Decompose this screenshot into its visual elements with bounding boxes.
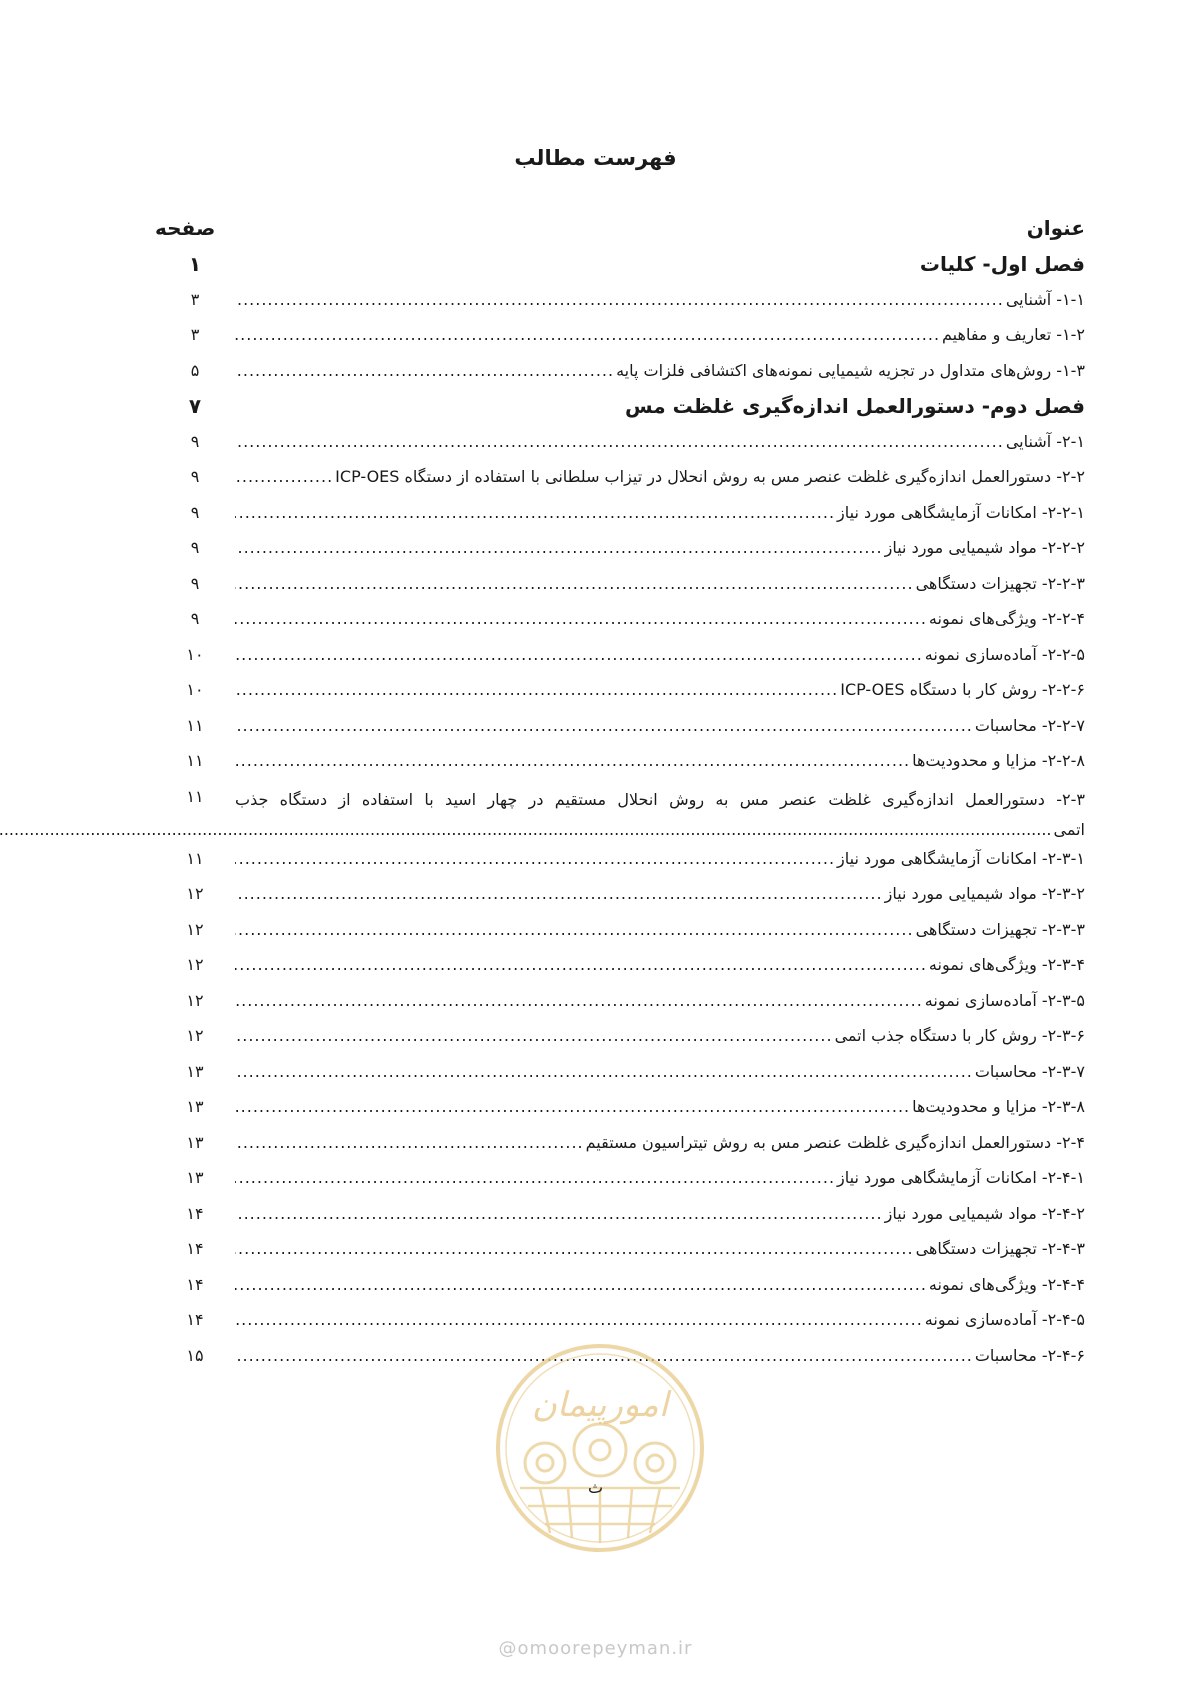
dot-leader [235, 680, 838, 699]
dot-leader [235, 1062, 973, 1081]
toc-page-number: ۱ [188, 252, 202, 276]
toc-entry [235, 680, 1085, 699]
toc-row [155, 1129, 1085, 1165]
toc-entry-text: ۲-۴-۱- امکانات آزمایشگاهی مورد نیاز [837, 1168, 1085, 1187]
toc-entry [235, 991, 1085, 1010]
dot-leader [235, 361, 614, 380]
toc-page-number: ۱۲ [186, 955, 204, 974]
dot-leader [235, 849, 835, 868]
dot-leader [235, 716, 973, 735]
toc-entry [235, 361, 1085, 380]
toc-page-number: ۹ [190, 609, 200, 628]
toc-entry-text: ۲-۳-۵- آماده‌سازی نمونه [924, 990, 1085, 1010]
toc-row [155, 747, 1085, 783]
dot-leader [235, 503, 835, 522]
toc-entry [235, 1275, 1085, 1294]
toc-entry [235, 884, 1085, 903]
toc-entry-text: ۲-۲-۷- محاسبات [974, 715, 1085, 735]
seal-watermark-icon [490, 1338, 710, 1558]
toc-entry-text: فصل اول- کلیات [919, 252, 1085, 276]
dot-leader [235, 1275, 927, 1294]
toc-page-number: ۱۱ [186, 786, 204, 806]
toc-page-number: ۵ [190, 360, 200, 380]
toc-entry [235, 1168, 1085, 1187]
toc-page-number: ۹ [190, 573, 200, 593]
toc-page-number: ۱۴ [186, 1203, 204, 1223]
toc-entry [235, 1133, 1085, 1152]
toc-entry [235, 1204, 1085, 1223]
dot-leader [235, 955, 927, 974]
toc-entry [235, 538, 1085, 557]
dot-leader [235, 1310, 923, 1329]
toc-row [155, 1271, 1085, 1307]
dot-leader [235, 467, 333, 486]
toc-row [155, 605, 1085, 641]
dot-leader [235, 1204, 883, 1223]
toc-row [155, 1306, 1085, 1342]
toc-entry-text: ۲-۳-۲- مواد شیمیایی مورد نیاز [884, 884, 1085, 903]
seal-text: امورپیمان [531, 1385, 669, 1425]
toc-page-number: ۹ [190, 467, 200, 486]
toc-entry [235, 290, 1085, 309]
toc-row [155, 534, 1085, 570]
toc-chapter-row [155, 250, 1085, 286]
toc-entry [235, 432, 1085, 451]
toc-page-number: ۱۱ [186, 751, 204, 770]
toc-entry-text: ۲-۲-۶- روش کار با دستگاه ICP-OES [840, 680, 1085, 699]
toc-page-number: ۹ [190, 502, 200, 522]
toc-entry [235, 609, 1085, 628]
toc-entry-text: ۲-۴- دستورالعمل اندازه‌گیری غلظت عنصر مس به روش تیتراسیون مستقیم [585, 1132, 1085, 1152]
toc-entry-text: ۲-۳-۴- ویژگی‌های نمونه [928, 955, 1085, 974]
dot-leader [235, 1097, 910, 1116]
dot-leader [235, 290, 1004, 309]
toc-row [155, 1200, 1085, 1236]
toc-row [155, 641, 1085, 677]
toc-entry [235, 849, 1085, 868]
toc-row [155, 499, 1085, 535]
toc-entry-text: ۲-۳-۸- مزایا و محدودیت‌ها [912, 1097, 1085, 1116]
toc-entry-text: ۱-۳- روش‌های متداول در تجزیه شیمیایی نمونه‌های اکتشافی فلزات پایه [616, 360, 1085, 380]
dot-leader [235, 920, 914, 939]
toc-entry-text: ۲-۳-۷- محاسبات [974, 1061, 1085, 1081]
toc-entry-text: ۱-۲- تعاریف و مفاهیم [942, 325, 1085, 344]
toc-entry-text: ۲-۲-۴- ویژگی‌های نمونه [928, 609, 1085, 628]
toc-page-number: ۱۲ [186, 1026, 204, 1045]
toc-page-number: ۱۲ [186, 919, 204, 939]
toc-row [155, 951, 1085, 987]
dot-leader [235, 1168, 835, 1187]
toc-entry-text: ۲-۳-۳- تجهیزات دستگاهی [915, 919, 1085, 939]
dot-leader [235, 645, 923, 664]
toc-entry-text: ۲-۳-۶- روش کار با دستگاه جذب اتمی [834, 1026, 1085, 1045]
toc-row [155, 987, 1085, 1023]
toc-row [155, 676, 1085, 712]
toc-page-number: ۳ [190, 289, 200, 309]
dot-leader [235, 325, 940, 344]
toc-row [155, 286, 1085, 322]
toc-row [155, 1164, 1085, 1200]
toc-chapter-row [155, 392, 1085, 428]
toc-page-number: ۱۱ [186, 848, 204, 868]
toc-entry-text: ۲-۳- دستورالعمل اندازه‌گیری غلظت عنصر مس به روش انحلال مستقیم در چهار اسید با استفاده از دستگاه جذب اتمی [235, 789, 1085, 839]
toc-page-number: ۹ [190, 431, 200, 451]
toc-entry [235, 751, 1085, 770]
toc-entry [235, 325, 1085, 344]
watermark-url: @omoorepeyman.ir [498, 1638, 693, 1659]
toc-entry-text: ۲-۲-۸- مزایا و محدودیت‌ها [912, 751, 1085, 770]
toc-header-page: صفحه [155, 216, 216, 240]
toc-page-number: ۳ [190, 325, 200, 344]
toc-row [155, 880, 1085, 916]
dot-leader [235, 751, 910, 770]
toc-entry [235, 645, 1085, 664]
toc-entry-text: ۲-۲-۳- تجهیزات دستگاهی [915, 573, 1085, 593]
toc-row [155, 1235, 1085, 1271]
toc-page-number: ۱۳ [186, 1168, 204, 1187]
dot-leader [235, 432, 1004, 451]
toc-entry-text: ۲-۴-۲- مواد شیمیایی مورد نیاز [884, 1203, 1085, 1223]
toc-entry [235, 574, 1085, 593]
toc-list [155, 250, 1085, 1377]
toc-row [155, 1022, 1085, 1058]
toc-entry [235, 467, 1085, 486]
toc-row [155, 570, 1085, 606]
dot-leader [235, 538, 883, 557]
dot-leader [235, 574, 914, 593]
toc-header-title: عنوان [1026, 216, 1085, 240]
toc-row [155, 428, 1085, 464]
toc-entry [235, 1310, 1085, 1329]
toc-row [155, 357, 1085, 393]
toc-row [155, 712, 1085, 748]
dot-leader [235, 609, 927, 628]
toc-row [155, 845, 1085, 881]
toc-row [155, 321, 1085, 357]
toc-entry-text: ۲-۴-۵- آماده‌سازی نمونه [924, 1310, 1085, 1329]
toc-entry-text: ۲-۲- دستورالعمل اندازه‌گیری غلظت عنصر مس به روش انحلال در تیزاب سلطانی با استفاده از دستگاه ICP-OES [335, 467, 1085, 486]
toc-row [155, 783, 1085, 845]
dot-leader [235, 1133, 584, 1152]
toc-entry-text: ۲-۳-۱- امکانات آزمایشگاهی مورد نیاز [837, 848, 1085, 868]
toc-page-number: ۱۳ [186, 1061, 204, 1081]
toc-entry-text: ۲-۴-۳- تجهیزات دستگاهی [915, 1239, 1085, 1258]
toc-entry-text: ۱-۱- آشنایی [1005, 289, 1085, 309]
toc-entry-text: فصل دوم- دستورالعمل اندازه‌گیری غلظت مس [625, 394, 1085, 418]
toc-page-number: ۱۴ [186, 1310, 204, 1329]
toc-entry [235, 1062, 1085, 1081]
toc-page-number: ۱۰ [186, 680, 204, 699]
toc-page-number: ۱۳ [186, 1132, 204, 1152]
page-number: ث [587, 1478, 604, 1497]
toc-page-number: ۱۲ [186, 884, 204, 903]
toc-entry-text: ۲-۴-۴- ویژگی‌های نمونه [928, 1274, 1085, 1294]
toc-page-number: ۱۳ [186, 1097, 204, 1116]
toc-page-number: ۱۲ [186, 990, 204, 1010]
toc-entry-text: ۲-۱- آشنایی [1005, 431, 1085, 451]
toc-page-number: ۱۵ [186, 1345, 204, 1365]
toc-entry-text: ۲-۴-۶- محاسبات [974, 1345, 1085, 1365]
toc-page-number: ۹ [190, 538, 200, 557]
page-title: فهرست مطالب [514, 146, 677, 170]
toc-entry [235, 394, 1085, 418]
toc-entry [235, 252, 1085, 276]
toc-header [155, 216, 1085, 246]
toc-page-number: ۷ [188, 394, 202, 418]
toc-entry [235, 1026, 1085, 1045]
toc-entry [235, 955, 1085, 974]
toc-entry [235, 1097, 1085, 1116]
toc-page-number: ۱۱ [186, 715, 204, 735]
dot-leader [235, 1026, 833, 1045]
toc-entry-text: ۲-۲-۲- مواد شیمیایی مورد نیاز [884, 538, 1085, 557]
dot-leader [235, 1239, 914, 1258]
toc-page-number: ۱۰ [186, 644, 204, 664]
toc-row [155, 1058, 1085, 1094]
toc-entry [235, 920, 1085, 939]
toc-entry [235, 503, 1085, 522]
toc-page-number: ۱۴ [186, 1239, 204, 1258]
dot-leader [235, 991, 923, 1010]
toc-entry [235, 785, 1085, 845]
toc-entry [235, 1239, 1085, 1258]
dot-leader [235, 884, 883, 903]
toc-entry-text: ۲-۲-۵- آماده‌سازی نمونه [924, 644, 1085, 664]
toc-row [155, 916, 1085, 952]
toc-entry-text: ۲-۲-۱- امکانات آزمایشگاهی مورد نیاز [837, 502, 1085, 522]
toc-entry [235, 716, 1085, 735]
toc-row [155, 1093, 1085, 1129]
toc-row [155, 463, 1085, 499]
dot-leader [0, 820, 1052, 839]
toc-page-number: ۱۴ [186, 1274, 204, 1294]
